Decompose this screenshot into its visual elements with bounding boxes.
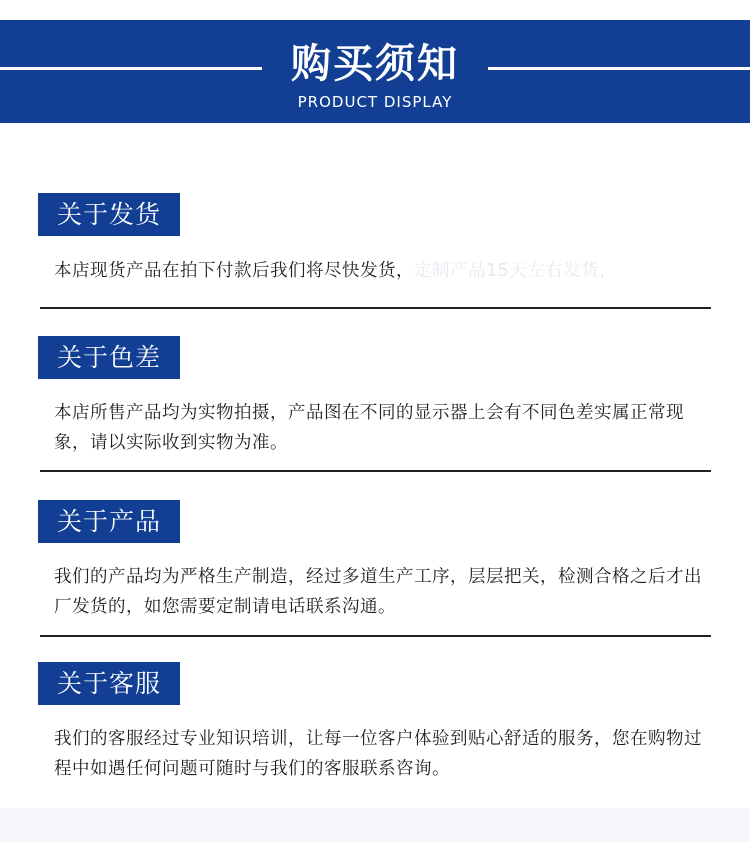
- shipping-text: 本店现货产品在拍下付款后我们将尽快发货，: [54, 261, 414, 281]
- section-text-shipping: [54, 256, 714, 286]
- page-title: 购买须知: [291, 41, 459, 87]
- section-text-product: 我们的产品均为严格生产制造，经过多道生产工序，层层把关，检测合格之后才出厂发货的，如您需要定制请电话联系沟通。: [54, 567, 702, 617]
- shipping-faint-text: 定制产品15天左右发货，: [414, 261, 618, 281]
- section-tag-service: 关于客服: [38, 662, 180, 705]
- section-tag-shipping: 关于发货: [38, 193, 180, 236]
- header-banner: [0, 20, 750, 123]
- page-subtitle: PRODUCT DISPLAY: [297, 93, 453, 111]
- section-text-color: 本店所售产品均为实物拍摄，产品图在不同的显示器上会有不同色差实属正常现象，请以实际收到实物为准。: [54, 403, 684, 453]
- section-text-service: 我们的客服经过专业知识培训，让每一位客户体验到贴心舒适的服务，您在购物过程中如遇任何问题可随时与我们的客服联系咨询。: [54, 729, 702, 779]
- section-tag-color: 关于色差: [38, 336, 180, 379]
- divider-1: [40, 307, 711, 309]
- divider-2: [40, 470, 711, 472]
- bottom-fade: [0, 808, 750, 842]
- section-tag-product: 关于产品: [38, 500, 180, 543]
- divider-3: [40, 635, 711, 637]
